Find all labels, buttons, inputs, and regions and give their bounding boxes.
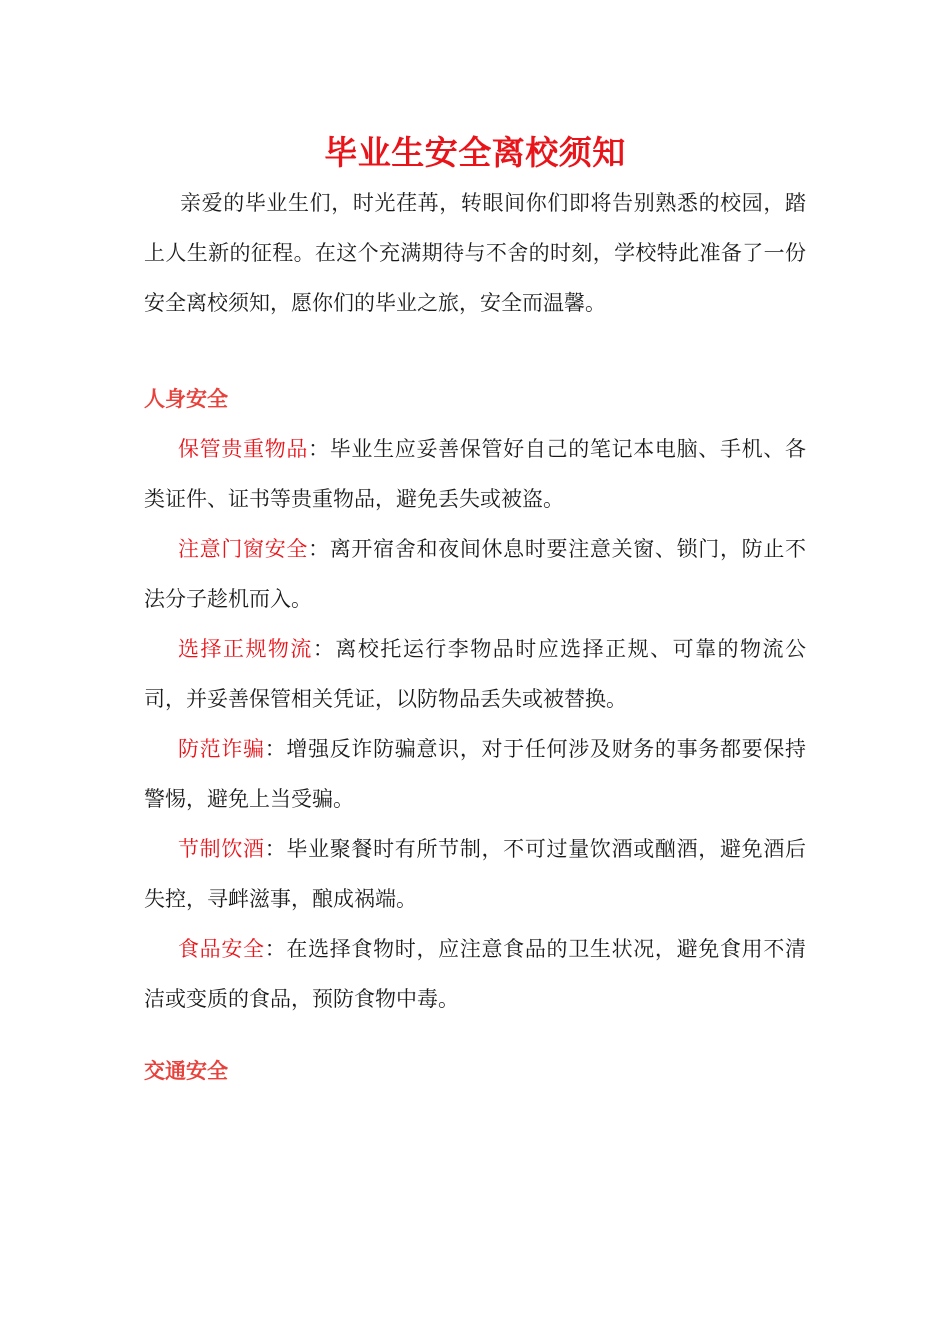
item-label: 选择正规物流 <box>178 637 313 661</box>
personal-safety-list <box>144 424 806 1024</box>
page-title: 毕业生安全离校须知 <box>324 133 626 172</box>
list-item <box>144 524 806 624</box>
item-text: ：毕业生应妥善保管好自己的笔记本电脑、手机、各类证件、证书等贵重物品，避免丢失或被盗。 <box>144 437 807 511</box>
section-heading-personal-safety: 人身安全 <box>144 387 228 411</box>
section-heading-traffic-safety: 交通安全 <box>144 1059 228 1083</box>
list-item <box>144 924 806 1024</box>
item-label: 防范诈骗 <box>178 737 265 761</box>
list-item <box>144 724 806 824</box>
item-text: ：在选择食物时，应注意食品的卫生状况，避免食用不清洁或变质的食品，预防食物中毒。 <box>144 937 807 1011</box>
list-item <box>144 824 806 924</box>
item-label: 保管贵重物品 <box>178 437 309 461</box>
item-label: 节制饮酒 <box>178 837 265 861</box>
item-text: ：离校托运行李物品时应选择正规、可靠的物流公司，并妥善保管相关凭证，以防物品丢失或被替换。 <box>144 637 806 711</box>
list-item <box>144 624 806 724</box>
list-item <box>144 424 806 524</box>
item-text: ：毕业聚餐时有所节制，不可过量饮酒或酗酒，避免酒后失控，寻衅滋事，酿成祸端。 <box>144 837 807 911</box>
item-label: 注意门窗安全 <box>178 537 309 561</box>
intro-paragraph: 亲爱的毕业生们，时光荏苒，转眼间你们即将告别熟悉的校园，踏上人生新的征程。在这个充满期待与不舍的时刻，学校特此准备了一份安全离校须知，愿你们的毕业之旅，安全而温馨。 <box>144 191 806 315</box>
item-label: 食品安全 <box>178 937 265 961</box>
item-text: ：增强反诈防骗意识，对于任何涉及财务的事务都要保持警惕，避免上当受骗。 <box>144 737 807 811</box>
item-text: ：离开宿舍和夜间休息时要注意关窗、锁门，防止不法分子趁机而入。 <box>144 537 807 611</box>
